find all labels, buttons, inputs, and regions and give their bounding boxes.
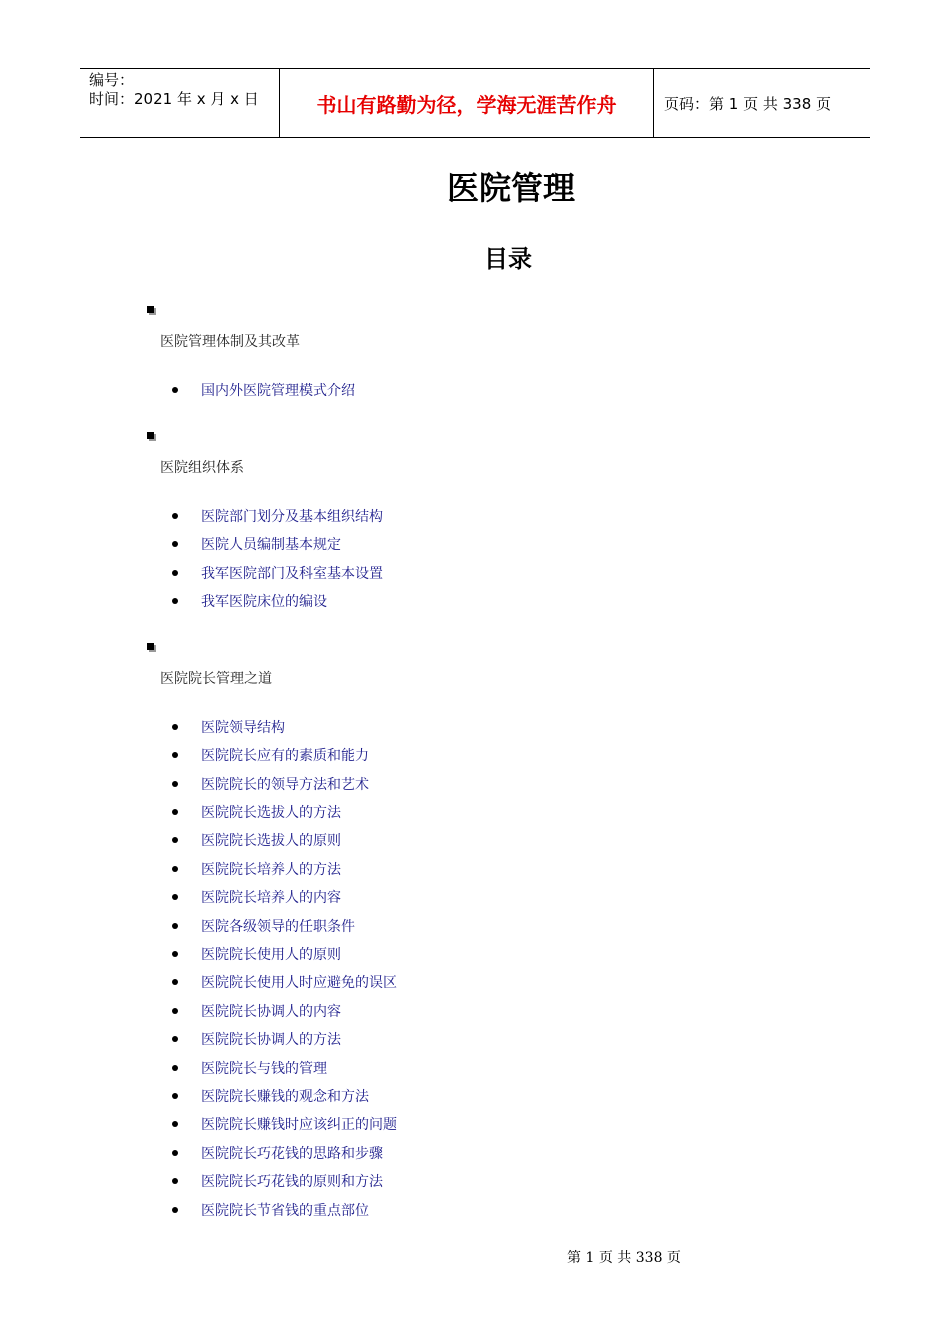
list-item[interactable] [172, 717, 285, 737]
toc-link[interactable]: 医院人员编制基本规定 [201, 537, 341, 553]
bullet-icon [172, 837, 178, 843]
list-item[interactable] [172, 563, 383, 583]
toc-link[interactable]: 医院院长节省钱的重点部位 [201, 1203, 369, 1219]
list-item[interactable] [172, 1200, 369, 1220]
section-title: 医院管理体制及其改革 [160, 334, 300, 350]
section-marker-icon [147, 643, 154, 650]
bullet-icon [172, 1150, 178, 1156]
list-item[interactable] [172, 774, 369, 794]
bullet-icon [172, 541, 178, 547]
bullet-icon [172, 781, 178, 787]
toc-link[interactable]: 医院院长使用人时应避免的误区 [201, 975, 397, 991]
list-item[interactable] [172, 887, 341, 907]
list-item[interactable] [172, 972, 397, 992]
list-item[interactable] [172, 944, 341, 964]
toc-link[interactable]: 医院院长的领导方法和艺术 [201, 777, 369, 793]
section-title: 医院组织体系 [160, 460, 244, 476]
list-item[interactable] [172, 1143, 383, 1163]
toc-link[interactable]: 医院院长赚钱时应该纠正的问题 [201, 1117, 397, 1133]
list-item[interactable] [172, 1171, 383, 1191]
bullet-icon [172, 1178, 178, 1184]
bullet-icon [172, 513, 178, 519]
toc-heading: 目录 [484, 245, 532, 273]
page-footer: 第 1 页 共 338 页 [567, 1250, 681, 1266]
list-item[interactable] [172, 1114, 397, 1134]
bullet-icon [172, 570, 178, 576]
bullet-icon [172, 894, 178, 900]
toc-link[interactable]: 医院院长赚钱的观念和方法 [201, 1089, 369, 1105]
time-label: 时间：2021 年 x 月 x 日 [89, 90, 259, 108]
toc-link[interactable]: 我军医院床位的编设 [201, 594, 327, 610]
bullet-icon [172, 951, 178, 957]
list-item[interactable] [172, 745, 369, 765]
list-item[interactable] [172, 916, 355, 936]
toc-link[interactable]: 我军医院部门及科室基本设置 [201, 566, 383, 582]
toc-link[interactable]: 医院院长培养人的内容 [201, 890, 341, 906]
list-item[interactable] [172, 1029, 341, 1049]
toc-link[interactable]: 医院院长选拔人的方法 [201, 805, 341, 821]
toc-link[interactable]: 医院院长应有的素质和能力 [201, 748, 369, 764]
bullet-icon [172, 923, 178, 929]
list-item[interactable] [172, 380, 355, 400]
toc-link[interactable]: 医院院长巧花钱的原则和方法 [201, 1174, 383, 1190]
toc-link[interactable]: 医院院长协调人的方法 [201, 1032, 341, 1048]
list-item[interactable] [172, 859, 341, 879]
section-marker-icon [147, 432, 154, 439]
header-motto: 书山有路勤为径，学海无涯苦作舟 [280, 69, 654, 137]
bullet-icon [172, 1093, 178, 1099]
bullet-icon [172, 598, 178, 604]
list-item[interactable] [172, 802, 341, 822]
header-meta [80, 69, 280, 137]
toc-link[interactable]: 医院院长协调人的内容 [201, 1004, 341, 1020]
bullet-icon [172, 1008, 178, 1014]
toc-link[interactable]: 医院院长与钱的管理 [201, 1061, 327, 1077]
list-item[interactable] [172, 1086, 369, 1106]
number-label: 编号： [89, 71, 135, 89]
bullet-icon [172, 809, 178, 815]
toc-link[interactable]: 医院院长使用人的原则 [201, 947, 341, 963]
bullet-icon [172, 1065, 178, 1071]
toc-link[interactable]: 医院部门划分及基本组织结构 [201, 509, 383, 525]
header-page-info: 页码：第 1 页 共 338 页 [664, 94, 832, 113]
section-marker-icon [147, 306, 154, 313]
toc-link[interactable]: 医院院长巧花钱的思路和步骤 [201, 1146, 383, 1162]
list-item[interactable] [172, 534, 341, 554]
list-item[interactable] [172, 591, 327, 611]
list-item[interactable] [172, 830, 341, 850]
bullet-icon [172, 724, 178, 730]
list-item[interactable] [172, 1058, 327, 1078]
list-item[interactable] [172, 1001, 341, 1021]
toc-link[interactable]: 国内外医院管理模式介绍 [201, 383, 355, 399]
bullet-icon [172, 1207, 178, 1213]
bullet-icon [172, 752, 178, 758]
bullet-icon [172, 866, 178, 872]
bullet-icon [172, 1036, 178, 1042]
section-title: 医院院长管理之道 [160, 671, 272, 687]
document-title: 医院管理 [446, 169, 575, 207]
toc-link[interactable]: 医院领导结构 [201, 720, 285, 736]
toc-link[interactable]: 医院院长培养人的方法 [201, 862, 341, 878]
bullet-icon [172, 1121, 178, 1127]
list-item[interactable] [172, 506, 383, 526]
toc-link[interactable]: 医院院长选拔人的原则 [201, 833, 341, 849]
toc-link[interactable]: 医院各级领导的任职条件 [201, 919, 355, 935]
bullet-icon [172, 979, 178, 985]
header-table [80, 68, 870, 138]
bullet-icon [172, 387, 178, 393]
